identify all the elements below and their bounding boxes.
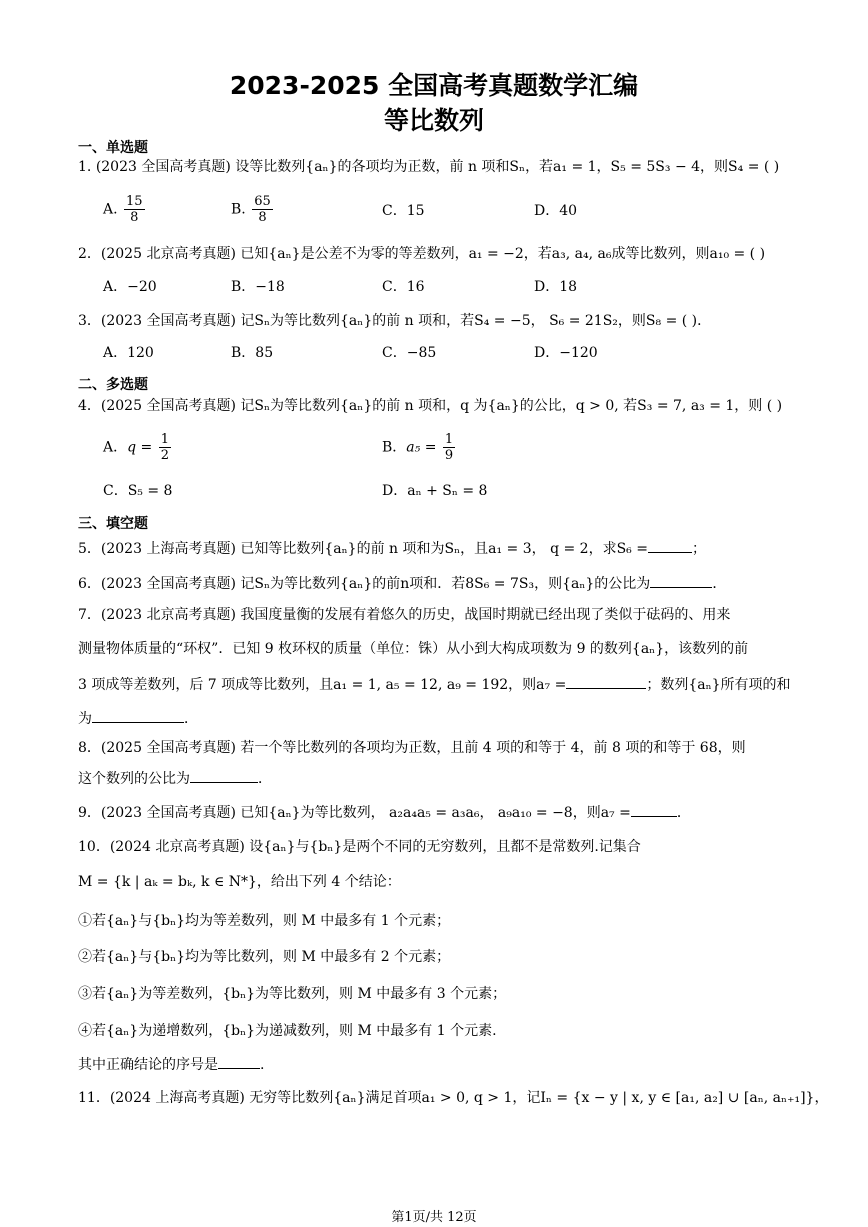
question-4-option-d: D．aₙ + Sₙ = 8: [382, 483, 488, 499]
question-1: [78, 158, 798, 176]
answer-blank[interactable]: [650, 573, 712, 588]
answer-blank[interactable]: [648, 538, 692, 553]
question-10-claim-1: ①若{aₙ}与{bₙ}均为等差数列，则 M 中最多有 1 个元素；: [78, 913, 451, 929]
fraction: $\frac{1}{2}$: [160, 432, 170, 463]
question-10-line-2: M = {k | aₖ = bₖ, k ∈ N*}，给出下列 4 个结论：: [78, 874, 401, 890]
fraction: $\frac{1}{9}$: [444, 432, 454, 463]
document-title: 2023-2025 全国高考真题数学汇编: [229, 71, 639, 100]
question-1-option-c: C．15: [382, 203, 425, 219]
question-9: 9．(2023 全国高考真题) 已知{aₙ}为等比数列， a₂a₄a₅ = a₃a₆， a₉a₁₀ = −8，则a₇ = ．: [78, 802, 798, 822]
fraction: $\frac{65}{8}$: [254, 194, 271, 225]
question-1-option-d: D．40: [534, 203, 578, 219]
question-2: 2．(2025 北京高考真题) 已知{aₙ}是公差不为零的等差数列，a₁ = −2，若a₃, a₄, a₆成等比数列，则a₁₀ = ( ): [78, 246, 766, 262]
answer-blank[interactable]: [92, 708, 184, 723]
question-1-text: 设等比数列{aₙ}的各项均为正数，前 n 项和Sₙ，若a₁ = 1，S₅ = 5S₃ − 4，则S₄ = ( ): [235, 159, 780, 175]
question-3-option-a: A．120: [103, 345, 154, 361]
page-footer: 第1页/共 12页: [391, 1210, 477, 1225]
question-2-option-a: A．−20: [103, 279, 157, 295]
answer-blank[interactable]: [631, 802, 677, 817]
question-2-option-c: C．16: [382, 279, 425, 295]
question-5: 5．(2023 上海高考真题) 已知等比数列{aₙ}的前 n 项和为Sₙ，且a₁ = 3， q = 2，求S₆ = ；: [78, 538, 798, 558]
question-8-line-1: 8．(2025 全国高考真题) 若一个等比数列的各项均为正数，且前 4 项的和等于 4，前 8 项的和等于 68，则: [78, 740, 746, 756]
question-2-option-b: B．−18: [231, 279, 285, 295]
question-10-line-1: 10．(2024 北京高考真题) 设{aₙ}与{bₙ}是两个不同的无穷数列，且都不是常数列.记集合: [78, 839, 641, 855]
question-3: 3．(2023 全国高考真题) 记Sₙ为等比数列{aₙ}的前 n 项和，若S₄ = −5， S₆ = 21S₂，则S₈ = ( )．: [78, 313, 712, 329]
answer-blank[interactable]: [190, 768, 258, 783]
question-1-option-b: B. $\frac{65}{8}$: [231, 194, 271, 225]
answer-blank[interactable]: [218, 1054, 260, 1069]
question-10-prompt: 其中正确结论的序号是 .: [78, 1054, 798, 1074]
question-11: 11．(2024 上海高考真题) 无穷等比数列{aₙ}满足首项a₁ > 0, q > 1，记Iₙ = {x − y | x, y ∈ [a₁, a₂] ∪ [aₙ, aₙ₊₁]}，: [78, 1090, 829, 1106]
document-subtitle: 等比数列: [383, 106, 484, 135]
question-10-claim-2: ②若{aₙ}与{bₙ}均为等比数列，则 M 中最多有 2 个元素；: [78, 949, 451, 965]
question-10-claim-3: ③若{aₙ}为等差数列，{bₙ}为等比数列，则 M 中最多有 3 个元素；: [78, 986, 507, 1002]
question-10-claim-4: ④若{aₙ}为递增数列，{bₙ}为递减数列，则 M 中最多有 1 个元素.: [78, 1023, 497, 1039]
question-3-option-c: C．−85: [382, 345, 437, 361]
question-7-line-1: 7．(2023 北京高考真题) 我国度量衡的发展有着悠久的历史，战国时期就已经出现了类似于砝码的、用来: [78, 607, 731, 623]
question-4: 4．(2025 全国高考真题) 记Sₙ为等比数列{aₙ}的前 n 项和，q 为{aₙ}的公比，q > 0, 若S₃ = 7, a₃ = 1，则 ( ): [78, 398, 783, 414]
section-heading-fill-in: 三、填空题: [78, 516, 148, 532]
question-1-option-a: A. $\frac{15}{8}$: [103, 194, 143, 225]
question-3-option-d: D．−120: [534, 345, 598, 361]
answer-blank[interactable]: [566, 674, 646, 689]
question-7-line-3: 3 项成等差数列，后 7 项成等比数列，且a₁ = 1, a₅ = 12, a₉ = 192，则a₇ = ；数列{aₙ}所有项的和: [78, 674, 798, 694]
question-6: 6．(2023 全国高考真题) 记Sₙ为等比数列{aₙ}的前n项和．若8S₆ = 7S₃，则{aₙ}的公比为 ．: [78, 573, 798, 593]
question-2-option-d: D．18: [534, 279, 578, 295]
question-4-option-c: C．S₅ = 8: [103, 483, 173, 499]
fraction: $\frac{15}{8}$: [126, 194, 143, 225]
section-heading-single-choice: 一、单选题: [78, 140, 148, 156]
question-8-line-2: 这个数列的公比为 ．: [78, 768, 798, 788]
section-heading-multiple-choice: 二、多选题: [78, 377, 148, 393]
question-4-option-b: B．a₅ = $\frac{1}{9}$: [382, 432, 454, 463]
question-1-number: 1.: [78, 159, 92, 175]
question-4-option-a: A．q = $\frac{1}{2}$: [103, 432, 170, 463]
question-3-option-b: B．85: [231, 345, 274, 361]
question-7-line-2: 测量物体质量的“环权”．已知 9 枚环权的质量（单位：铢）从小到大构成项数为 9 的数列{aₙ}，该数列的前: [78, 641, 749, 657]
question-1-source: (2023 全国高考真题): [95, 159, 231, 175]
question-7-line-4: 为 ．: [78, 708, 798, 728]
